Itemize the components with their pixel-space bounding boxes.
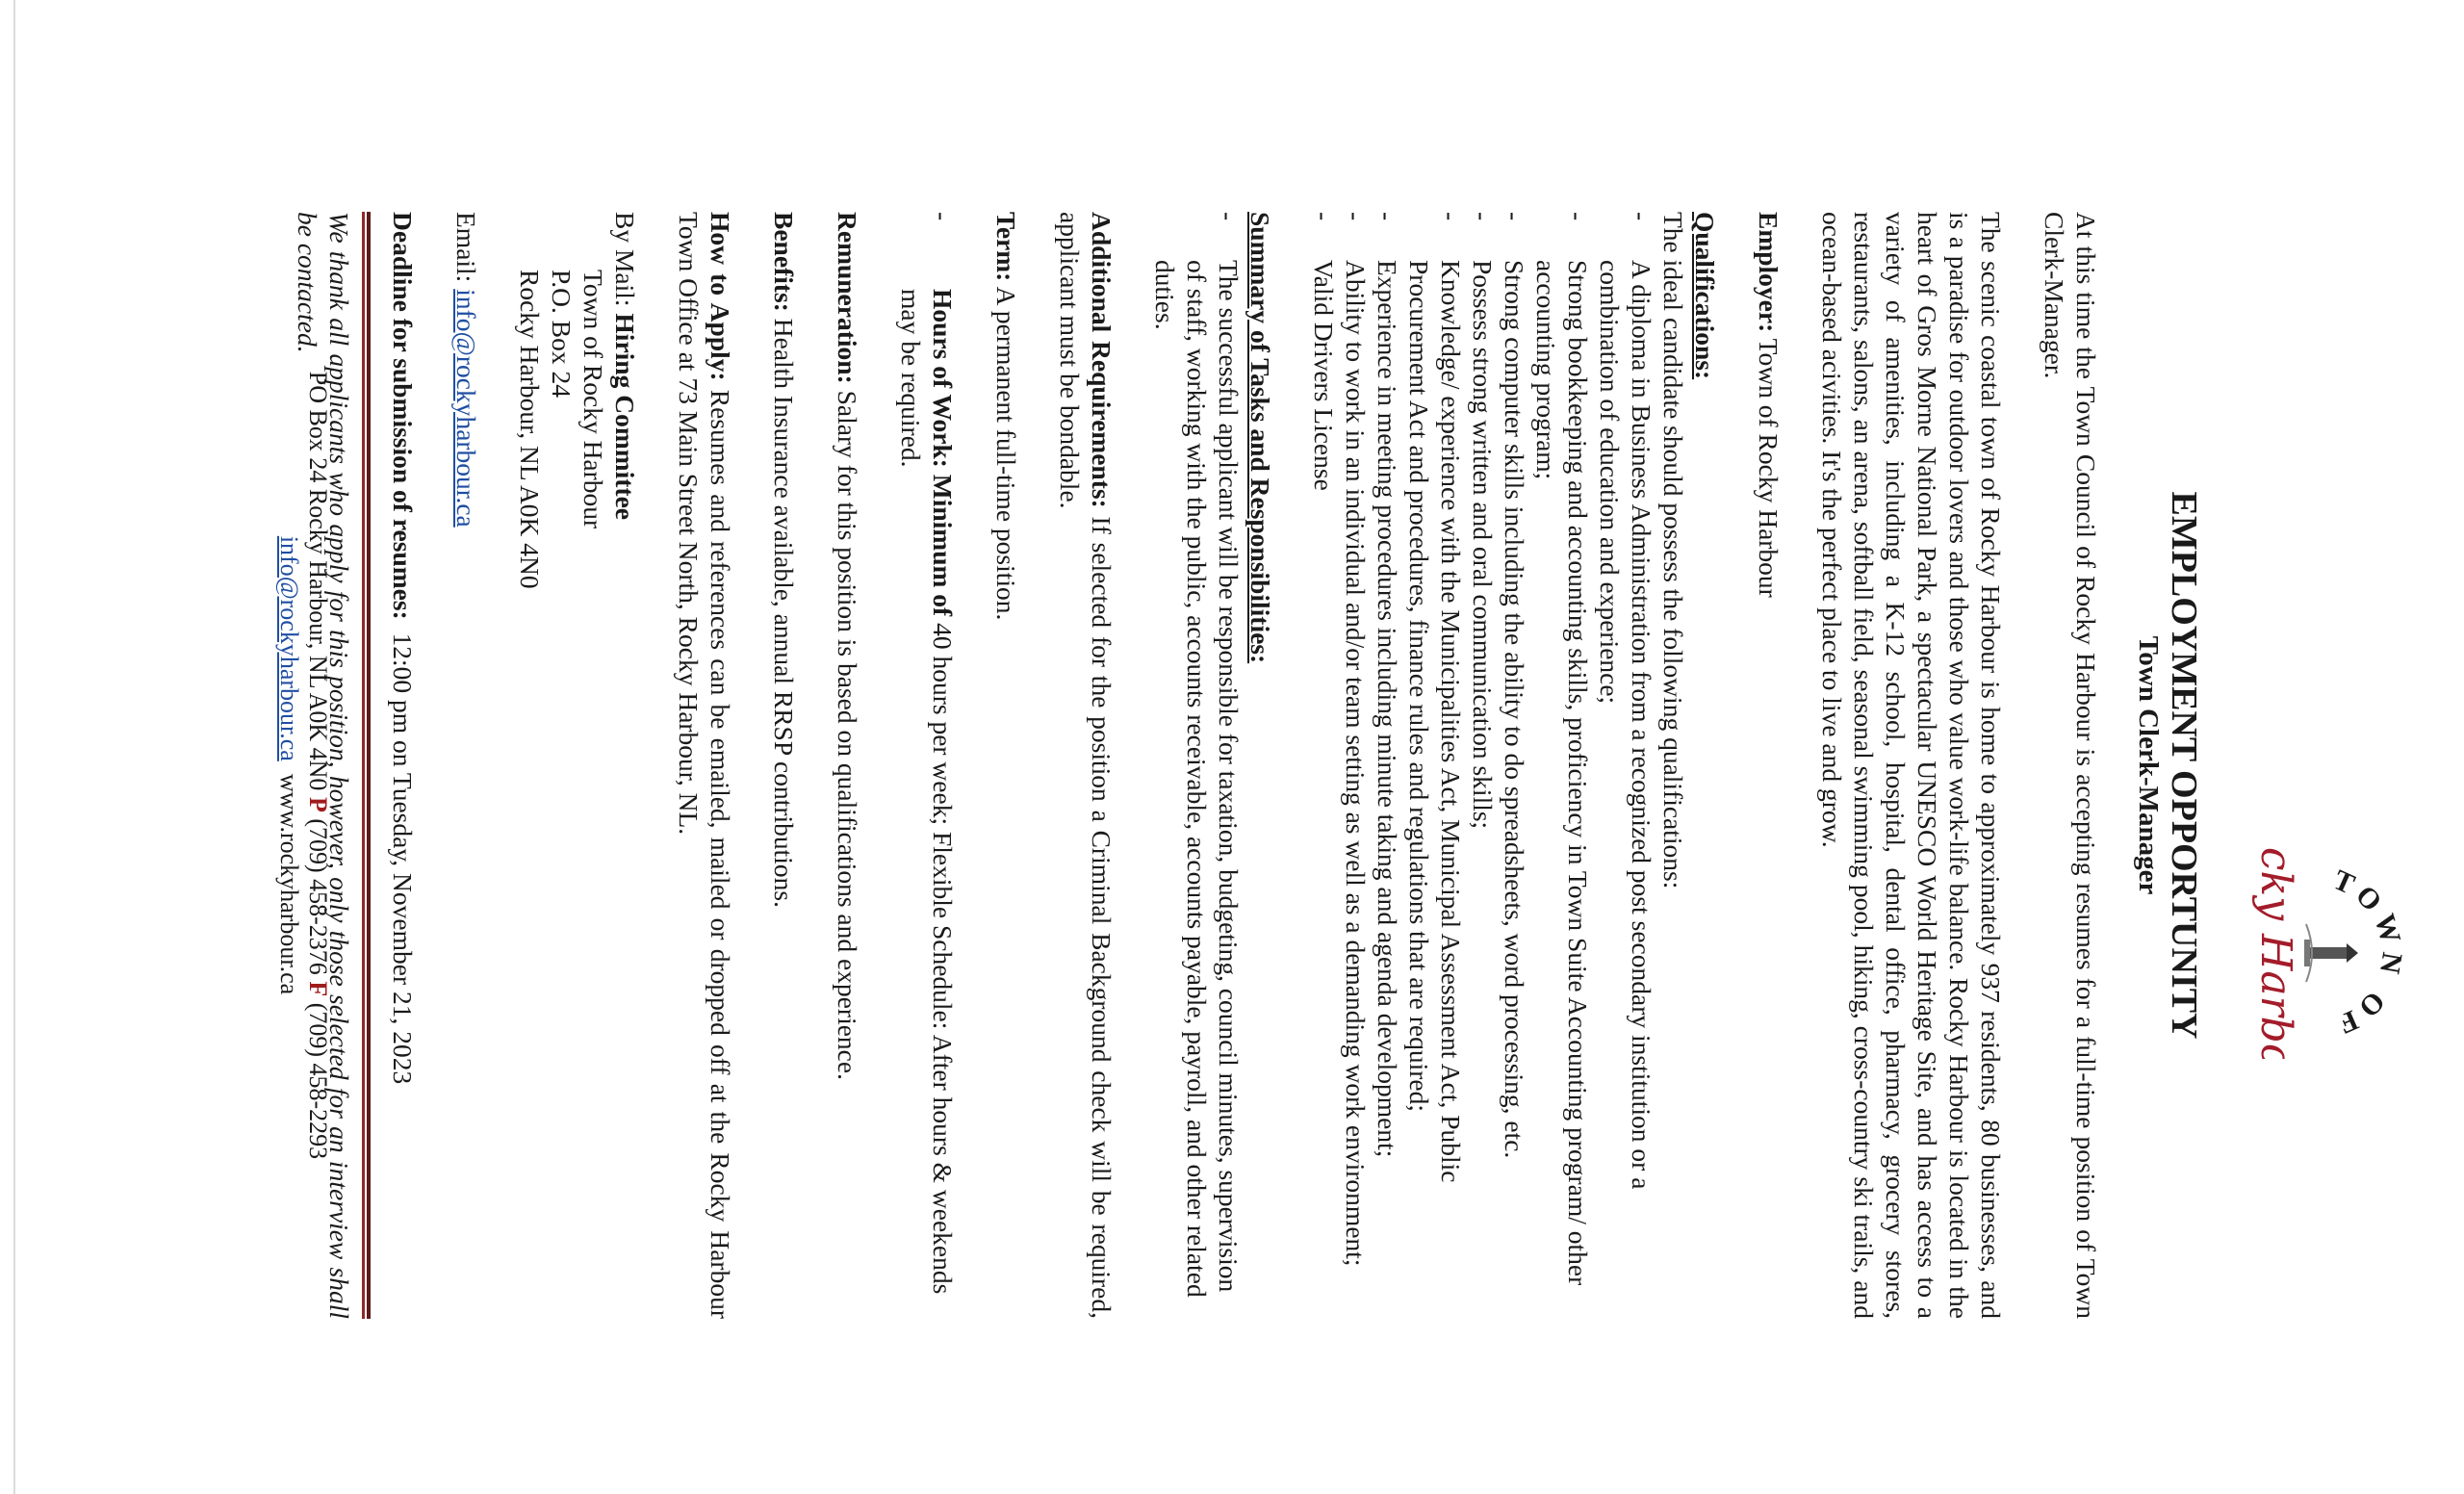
remuneration-value: Salary for this position is based on qualifications and experience. <box>833 383 862 1080</box>
intro-paragraph: At this time the Town Council of Rocky Harbour is accepting resumes for a full-time position of Town Clerk-Manager. <box>2040 212 2101 1319</box>
benefits-label: Benefits: <box>769 212 799 312</box>
hours-label: Hours of Work: Minimum of <box>928 289 958 617</box>
email-line: Email: info@rockyharbour.ca <box>451 212 481 528</box>
benefits-value: Health Insurance available, annual RRSP contributions. <box>769 311 799 908</box>
additional-label: Additional Requirements: <box>1087 212 1116 508</box>
qualifications-intro: The ideal candidate should possess the following qualifications: <box>1658 212 1688 889</box>
footer-email-link[interactable]: info@rockyharbour.ca <box>275 535 303 761</box>
summary-heading: Summary of Tasks and Responsibilities: <box>1245 212 1275 664</box>
deadline-label: Deadline for submission of resumes: <box>388 212 418 620</box>
footer-rule-light <box>362 212 365 1319</box>
list-item: - Ability to work in an individual and/or team setting as well as a demanding work environment; <box>1340 212 1372 1319</box>
list-item: - Strong computer skills including the ability to do spreadsheets, word processing, etc. <box>1499 212 1530 1319</box>
term-line <box>990 212 1022 1319</box>
footer-website[interactable]: www.rockyharbour.ca <box>275 760 303 995</box>
employer-label: Employer: <box>1754 212 1784 333</box>
footer-address: PO Box 24 Rocky Harbour, NL A0K 4N0 <box>304 371 332 797</box>
footer-contact-line <box>303 212 332 1319</box>
mail-address-line: P.O. Box 24 <box>547 270 577 398</box>
summary-list <box>1149 212 1245 1319</box>
about-paragraph: The scenic coastal town of Rocky Harbour is home to approximately 937 residents, 80 businesses, and is a paradise for outdoor lovers and those who value work-life balance. Rocky Harbour is located in the heart of Gros Morne National Park, a spectacular UNESCO World Heritage Site, and has access to a variety of amenities, including a K-12 school, hospital, dental office, pharmacy, grocery stores, restaurants, salons, an arena, softball field, seasonal swimming pool, hiking, cross-country ski trails, and ocean-based acivities. It's the perfect place to live and grow. <box>1817 212 2006 1319</box>
mail-address-line: Rocky Harbour, NL A0K 4N0 <box>515 270 545 589</box>
footer-rule-dark <box>367 212 371 1319</box>
phone-label: P <box>304 796 332 812</box>
logo-script-text: Rocky Harbour <box>2251 847 2300 1059</box>
list-item: - Strong bookkeeping and accounting skills, proficiency in Town Suite Accounting program/ other accounting program; <box>1530 212 1594 1319</box>
job-posting <box>260 212 2204 1319</box>
list-item: - Valid Drivers License <box>1308 212 1340 1319</box>
email-link[interactable]: info@rockyharbour.ca <box>451 289 481 528</box>
additional-requirements <box>1054 212 1117 1319</box>
footer <box>274 212 332 1319</box>
deadline-value: 12:00 pm on Tuesday, November 21, 2023 <box>388 619 418 1085</box>
footer-fax: (709) 458-2293 <box>304 996 332 1160</box>
lighthouse-emblem-icon <box>2304 924 2358 982</box>
hiring-committee: Hiring Committee <box>610 313 640 521</box>
town-logo <box>2233 847 2406 1059</box>
list-item: - Experience in meeting procedures including minute taking and agenda development; <box>1372 212 1403 1319</box>
benefits-line <box>768 212 800 1319</box>
remuneration-line <box>832 212 863 1319</box>
page-title: EMPLOYMENT OPPORTUNITY <box>2164 491 2204 1040</box>
list-item: - The successful applicant will be responsible for taxation, budgeting, council minutes, supervision of staff, working with the public, accounts receivable, accounts payable, payroll, and other related duties. <box>1149 212 1245 1319</box>
term-label: Term: <box>991 212 1021 282</box>
footer-divider <box>361 212 371 1319</box>
additional-value: If selected for the position a Criminal Background check will be required, applicant must be bondable. <box>1055 212 1116 1319</box>
deadline-line <box>387 212 419 1319</box>
how-to-apply <box>673 212 736 1319</box>
hours-value: 40 hours per week; Flexible Schedule: After hours & weekends may be required. <box>896 289 958 1295</box>
qualifications-list <box>1308 212 1657 1319</box>
employer-line <box>1753 212 1784 1319</box>
list-item: - Knowledge/ experience with the Municipalities Act, Municipal Assessment Act, Public Procurement Act and procedures, finance rules and regulations that are required; <box>1403 212 1467 1319</box>
scan-edge <box>13 0 15 1494</box>
mailing-address <box>514 212 641 1319</box>
list-item: - A diploma in Business Administration from a recognized post secondary institution or a combination of education and experience; <box>1594 212 1657 1319</box>
apply-value: Resumes and references can be emailed, mailed or dropped off at the Rocky Harbour Town Office at 73 Main Street North, Rocky Harbour, NL. <box>674 212 735 1319</box>
rocky-harbour-logo-icon <box>2233 847 2406 1059</box>
closing-note: We thank all applicants who apply for this position, however, only those selected for an interview shall be contacted. <box>293 212 354 1319</box>
footer-phone: (709) 458-2376 <box>304 811 332 982</box>
qualifications-heading: Qualifications: <box>1690 212 1720 380</box>
logo-arc-text: TOWN OF <box>2328 863 2406 1043</box>
list-item: - Possess strong written and oral communication skills; <box>1467 212 1499 1319</box>
mail-address-line: Town of Rocky Harbour <box>578 270 608 529</box>
hours-of-work <box>895 212 959 1319</box>
footer-web-line <box>274 212 303 1319</box>
position-subtitle: Town Clerk-Manager <box>2133 635 2164 895</box>
apply-label: How to Apply: <box>706 212 735 381</box>
fax-label: F <box>304 981 332 997</box>
mail-line: By Mail: Hiring Committee <box>610 212 640 521</box>
remuneration-label: Remuneration: <box>833 212 862 384</box>
employer-value: Town of Rocky Harbour <box>1754 332 1784 598</box>
hours-list <box>895 212 959 1319</box>
term-value: A permanent full-time position. <box>991 281 1021 621</box>
